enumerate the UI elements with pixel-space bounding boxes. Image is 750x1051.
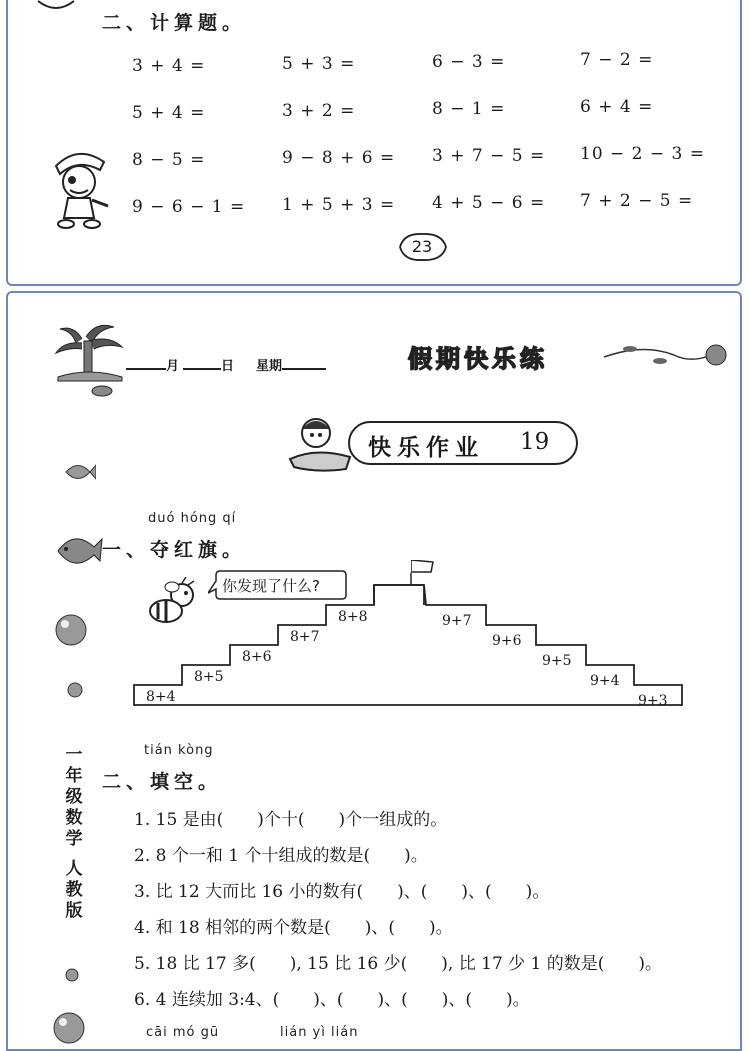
weekday-label: 星期 bbox=[256, 359, 283, 374]
section3-pinyin-1: cāi mó gū bbox=[146, 1025, 220, 1040]
bubble-large-icon bbox=[54, 613, 88, 651]
month-blank[interactable] bbox=[126, 368, 166, 370]
section-title-calc: 二、计算题。 bbox=[102, 12, 247, 34]
section1-title: 一、夺红旗。 bbox=[102, 539, 247, 561]
stair-label: 9+6 bbox=[492, 633, 522, 649]
sidebar-char: 级 bbox=[65, 787, 83, 807]
bubble-large-icon bbox=[52, 1011, 86, 1049]
palm-tree-icon bbox=[52, 319, 128, 407]
section2-pinyin: tián kòng bbox=[144, 743, 214, 758]
equation: 10 − 2 − 3 = bbox=[580, 144, 706, 164]
equation: 9 − 6 − 1 = bbox=[132, 197, 246, 217]
equation: 7 + 2 − 5 = bbox=[580, 191, 694, 211]
equation: 6 − 3 = bbox=[432, 52, 506, 72]
equation: 4 + 5 − 6 = bbox=[432, 193, 546, 213]
stair-label: 8+6 bbox=[242, 649, 272, 665]
equation: 6 + 4 = bbox=[580, 97, 654, 117]
page-number-badge bbox=[394, 230, 450, 264]
stair-label: 9+3 bbox=[638, 693, 668, 709]
holiday-banner bbox=[404, 335, 734, 381]
stair-pyramid bbox=[132, 573, 692, 723]
lesson-number: 19 bbox=[520, 429, 550, 455]
equation: 8 − 1 = bbox=[432, 99, 506, 119]
girl-plane-icon bbox=[286, 411, 356, 481]
equation: 3 + 4 = bbox=[132, 56, 206, 76]
fill-item[interactable]: 6. 4 连续加 3:4、( )、( )、( )、( )。 bbox=[134, 990, 530, 1010]
fill-item[interactable]: 1. 15 是由( )个十( )个一组成的。 bbox=[134, 810, 448, 830]
fill-item[interactable]: 2. 8 个一和 1 个十组成的数是( )。 bbox=[134, 846, 428, 866]
pirate-cartoon-icon bbox=[48, 144, 112, 234]
stair-label: 8+8 bbox=[338, 609, 368, 625]
top-page-panel bbox=[6, 0, 742, 286]
sidebar-char: 年 bbox=[65, 766, 83, 786]
banner-text: 假期快乐练 bbox=[408, 345, 548, 373]
lesson-title: 快乐作业 bbox=[368, 435, 484, 461]
section1-pinyin: duó hóng qí bbox=[148, 511, 237, 526]
fish-icon bbox=[62, 457, 96, 491]
day-label: 日 bbox=[221, 359, 235, 374]
section3-pinyin-2: lián yì lián bbox=[280, 1025, 359, 1040]
equation: 7 − 2 = bbox=[580, 50, 654, 70]
stair-label: 9+7 bbox=[442, 613, 472, 629]
fill-item[interactable]: 4. 和 18 相邻的两个数是( )、( )。 bbox=[134, 918, 453, 938]
flag-icon bbox=[411, 559, 435, 578]
equation: 8 − 5 = bbox=[132, 150, 206, 170]
stair-label: 8+7 bbox=[290, 629, 320, 645]
stair-label: 9+4 bbox=[590, 673, 620, 689]
section2-title: 二、填空。 bbox=[102, 771, 223, 793]
angelfish-icon bbox=[52, 527, 104, 579]
sidebar-char: 版 bbox=[65, 901, 83, 921]
fill-item[interactable]: 3. 比 12 大而比 16 小的数有( )、( )、( )。 bbox=[134, 882, 550, 902]
sidebar-char: 人 bbox=[65, 859, 83, 879]
weekday-blank[interactable] bbox=[282, 368, 326, 370]
bottom-page-panel bbox=[6, 291, 742, 1051]
page-number: 23 bbox=[411, 237, 433, 256]
bubble-small-icon bbox=[66, 681, 84, 703]
bubble-text: 你发现了什么? bbox=[222, 577, 320, 595]
bubble-small-icon bbox=[64, 967, 80, 987]
sidebar-char: 一 bbox=[65, 745, 83, 765]
date-line bbox=[126, 355, 326, 374]
equation: 3 + 7 − 5 = bbox=[432, 146, 546, 166]
stair-label: 8+4 bbox=[146, 689, 176, 705]
equation: 5 + 4 = bbox=[132, 103, 206, 123]
equation: 9 − 8 + 6 = bbox=[282, 148, 396, 168]
cartoon-corner-icon bbox=[36, 0, 76, 12]
lesson-title-box bbox=[348, 421, 578, 465]
equation: 3 + 2 = bbox=[282, 101, 356, 121]
sidebar-char: 学 bbox=[65, 829, 83, 849]
equation: 1 + 5 + 3 = bbox=[282, 195, 396, 215]
stair-label: 8+5 bbox=[194, 669, 224, 685]
sidebar-char: 教 bbox=[65, 880, 83, 900]
month-label: 月 bbox=[166, 359, 180, 374]
equation: 5 + 3 = bbox=[282, 54, 356, 74]
sidebar-grade bbox=[62, 745, 86, 850]
day-blank[interactable] bbox=[183, 368, 221, 370]
sidebar-edition bbox=[62, 859, 86, 922]
fill-item[interactable]: 5. 18 比 17 多( ), 15 比 16 少( ), 比 17 少 1 的数是( )。 bbox=[134, 954, 663, 974]
sidebar-char: 数 bbox=[65, 808, 83, 828]
stair-label: 9+5 bbox=[542, 653, 572, 669]
